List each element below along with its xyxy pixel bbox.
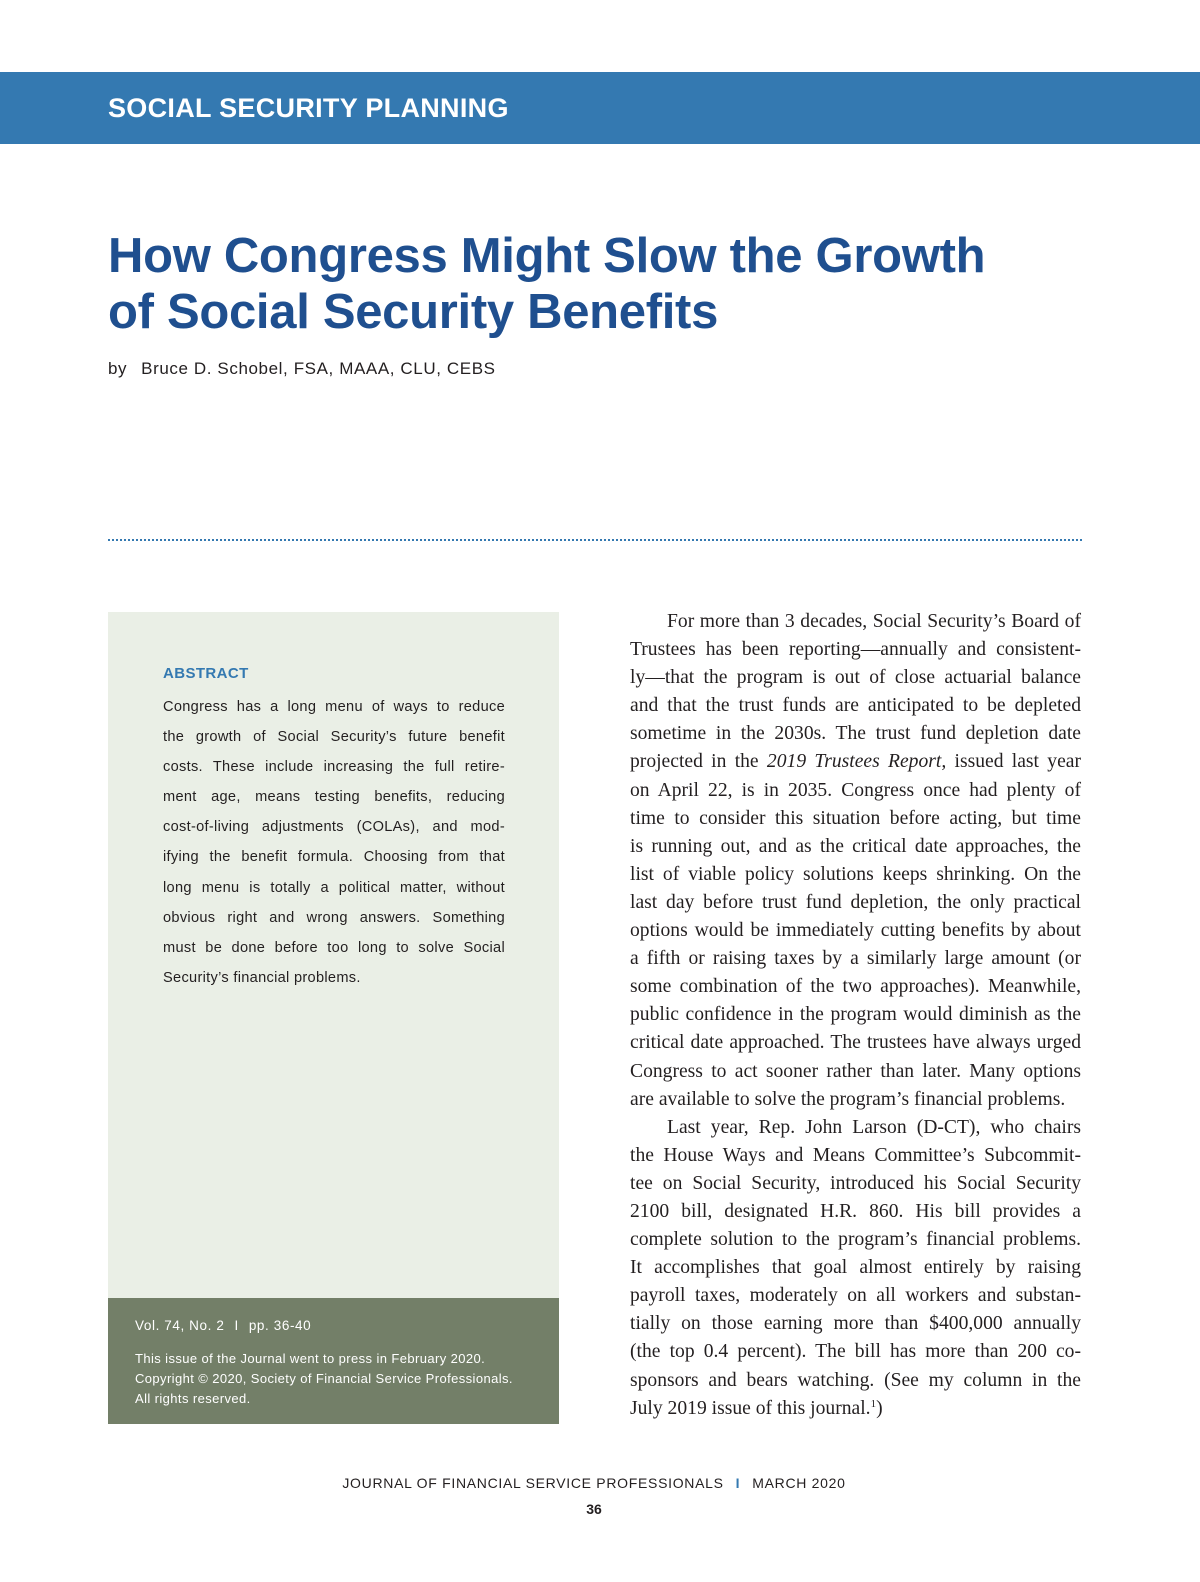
abstract-line: cost-of-living adjustments (COLAs), and mod- [163,819,505,836]
body-line: list of viable policy solutions keeps shrinking. On the [630,863,1081,885]
byline-prefix: by [108,359,128,378]
report-title: 2019 Trustees Report, [766,751,947,773]
copyright-line: Copyright © 2020, Society of Financial Service Professionals. [135,1371,513,1386]
body-line: payroll taxes, moderately on all workers and substan- [630,1285,1081,1307]
issue-separator: I [234,1318,239,1333]
issue-volume: Vol. 74, No. 2 [135,1318,225,1333]
body-text: projected in the [630,751,759,773]
body-line: time to consider this situation before acting, but time [630,807,1081,829]
body-line: For more than 3 decades, Social Security’s Board of [667,611,1081,632]
abstract-line: obvious right and wrong answers. Something [163,909,505,926]
body-line [630,1395,1081,1423]
press-line: This issue of the Journal went to press in February 2020. [135,1351,486,1366]
author-name: Bruce D. Schobel, FSA, MAAA, CLU, CEBS [141,359,496,378]
press-notice [135,1349,545,1409]
issue-volume-pages [135,1318,311,1333]
body-line: complete solution to the program’s financial problems. [630,1229,1081,1251]
body-line: tee on Social Security, introduced his Social Security [630,1172,1081,1194]
body-line: options would be immediately cutting benefits by about [630,920,1081,942]
body-line: ly—that the program is out of close actuarial balance [630,667,1081,689]
abstract-text [163,692,505,993]
body-text: issued last year [954,751,1081,773]
rights-line: All rights reserved. [135,1391,251,1406]
abstract-line: must be done before too long to solve Social [163,939,505,956]
abstract-line: ment age, means testing benefits, reducing [163,789,505,806]
article-title-line-1: How Congress Might Slow the Growth [108,229,986,283]
body-text: July 2019 issue of this journal. [630,1397,871,1419]
article-title-line-2: of Social Security Benefits [108,285,719,339]
body-paragraph [630,608,1081,1114]
footnote-reference[interactable]: 1 [870,1397,877,1410]
article-body [630,608,1081,1423]
body-line: and that the trust funds are anticipated to be depleted [630,695,1081,717]
body-line: on April 22, is in 2035. Congress once had plenty of [630,779,1081,801]
footer-separator: I [735,1475,741,1491]
body-line: sometime in the 2030s. The trust fund depletion date [630,723,1081,745]
body-line: last day before trust fund depletion, the only practical [630,891,1081,913]
body-line: are available to solve the program’s financial problems. [630,1088,1066,1110]
running-footer [0,1475,1188,1491]
body-line: is running out, and as the critical date approaches, the [630,835,1081,857]
body-line: Congress to act sooner rather than later. Many options [630,1060,1081,1082]
section-title: SOCIAL SECURITY PLANNING [108,93,509,123]
body-line: public confidence in the program would diminish as the [630,1004,1081,1026]
body-line: (the top 0.4 percent). The bill has more than 200 co- [630,1341,1081,1363]
abstract-line: ifying the benefit formula. Choosing from that [163,849,505,866]
abstract-heading: ABSTRACT [163,665,249,682]
body-line: some combination of the two approaches). Meanwhile, [630,976,1081,998]
body-line: critical date approached. The trustees have always urged [630,1032,1081,1054]
body-line: It accomplishes that goal almost entirely by raising [630,1257,1081,1279]
issue-date: MARCH 2020 [752,1475,846,1491]
body-paragraph [630,1114,1081,1423]
abstract-line: long menu is totally a political matter, without [163,879,505,896]
abstract-line: Congress has a long menu of ways to reduce [163,699,505,715]
abstract-line: Security’s financial problems. [163,969,361,986]
byline [108,359,496,379]
body-line: Last year, Rep. John Larson (D-CT), who chairs [667,1116,1081,1138]
body-line: a fifth or raising taxes by a similarly large amount (or [630,948,1081,970]
section-divider [108,539,1082,541]
body-line: the House Ways and Means Committee’s Subcommit- [630,1144,1081,1166]
page-number: 36 [586,1501,602,1517]
issue-pages: pp. 36-40 [248,1318,312,1333]
body-line [630,748,1081,776]
body-line: 2100 bill, designated H.R. 860. His bill provides a [630,1200,1081,1222]
body-line: sponsors and bears watching. (See my column in the [630,1369,1081,1391]
body-line: Trustees has been reporting—annually and consistent- [630,639,1081,661]
body-line: tially on those earning more than $400,000 annually [630,1313,1081,1335]
abstract-line: costs. These include increasing the full retire- [163,759,505,776]
body-text: ) [876,1397,883,1419]
article-title [108,228,1108,340]
journal-name: JOURNAL OF FINANCIAL SERVICE PROFESSIONALS [342,1475,724,1491]
abstract-line: the growth of Social Security’s future benefit [163,729,505,746]
